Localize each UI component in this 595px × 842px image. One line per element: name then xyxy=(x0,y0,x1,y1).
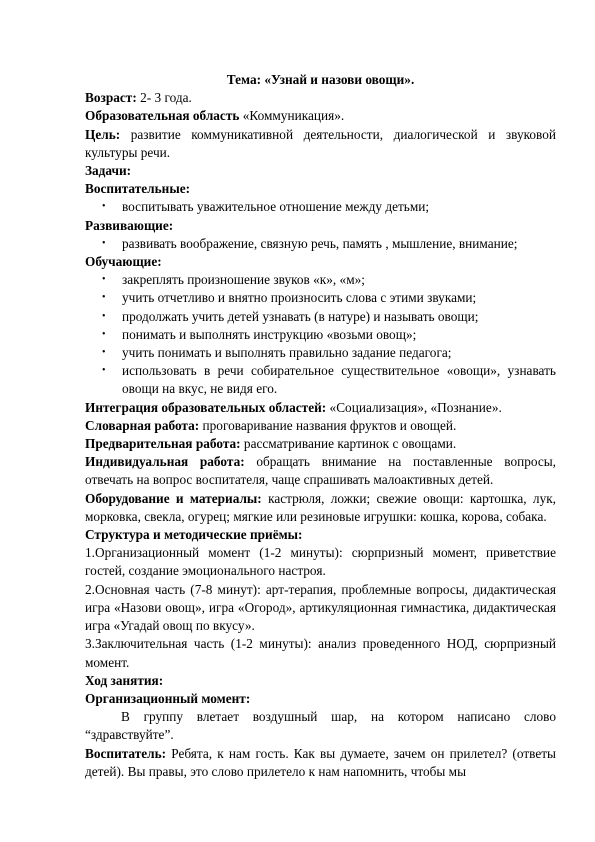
org-heading: Организационный момент: xyxy=(85,690,251,706)
bullet-icon: • xyxy=(102,328,106,340)
individual-paragraph: Индивидуальная работа: обращать внимание на поставленные вопросы, отвечать на вопрос воспитателя, чаще спрашивать малоактивных детей. xyxy=(85,454,556,488)
tasks-heading: Задачи: xyxy=(85,163,132,179)
goal-label: Цель: xyxy=(85,126,121,142)
document-page xyxy=(85,71,556,781)
list-item: • учить отчетливо и внятно произносить слова с этими звуками; xyxy=(85,289,556,307)
area-line xyxy=(85,107,556,125)
list-item: • понимать и выполнять инструкцию «возьми овощ»; xyxy=(85,326,556,344)
goal-value: развитие коммуникативной деятельности, диалогической и звуковой культуры речи. xyxy=(85,126,556,160)
teacher-paragraph: Воспитатель: Ребята, к нам гость. Как вы думаете, зачем он прилетел? (ответы детей). Вы правы, это слово прилетело к нам напомнить, чтобы мы xyxy=(85,745,556,779)
bullet-icon: • xyxy=(102,292,106,304)
prelim-line: Предварительная работа: рассматривание картинок с овощами. xyxy=(85,436,457,452)
list-item: • воспитывать уважительное отношение между детьми; xyxy=(85,198,556,216)
bullet-icon: • xyxy=(102,201,106,213)
area-value: «Коммуникация». xyxy=(239,108,345,124)
area-label: Образовательная область xyxy=(85,108,240,124)
structure-heading: Структура и методические приёмы: xyxy=(85,527,303,543)
structure-item: 2.Основная часть (7-8 минут): арт-терапия, проблемные вопросы, дидактическая игра «Назови овощ», игра «Огород», артикуляционная гимнастика, дидактическая игра «Угадай овощ по вкусу». xyxy=(85,581,556,634)
bullet-icon: • xyxy=(102,365,106,377)
bullet-icon: • xyxy=(102,237,106,249)
educational-heading: Воспитательные: xyxy=(85,181,191,197)
list-item: • продолжать учить детей узнавать (в натуре) и называть овощи; xyxy=(85,308,556,326)
bullet-icon: • xyxy=(102,347,106,359)
developing-list xyxy=(85,235,556,253)
educational-list xyxy=(85,198,556,216)
bullet-icon: • xyxy=(102,274,106,286)
integration-line: Интеграция образовательных областей: «Социализация», «Познание». xyxy=(85,399,502,415)
teaching-list xyxy=(85,271,556,398)
structure-item: 3.Заключительная часть (1-2 минуты): анализ проведенного НОД, сюрпризный момент. xyxy=(85,636,556,670)
age-label: Возраст: xyxy=(85,90,137,106)
teaching-heading: Обучающие: xyxy=(85,254,162,270)
vocab-line: Словарная работа: проговаривание названия фруктов и овощей. xyxy=(85,417,457,433)
age-value: 2- 3 года. xyxy=(136,90,192,106)
list-item: • развивать воображение, связную речь, память , мышление, внимание; xyxy=(85,235,556,253)
equipment-paragraph: Оборудование и материалы: кастрюля, ложки; свежие овощи: картошка, лук, морковка, свекла, огурец; мягкие или резиновые игрушки: кошка, корова, собака. xyxy=(85,490,556,524)
list-item: • использовать в речи собирательное существительное «овощи», узнавать овощи на вкус, не видя его. xyxy=(102,363,556,397)
org-paragraph: В группу влетает воздушный шар, на котором написано слово “здравствуйте”. xyxy=(85,709,556,743)
structure-item: 1.Организационный момент (1-2 минуты): сюрпризный момент, приветствие гостей, создание эмоционального настроя. xyxy=(85,545,556,579)
goal-paragraph xyxy=(85,126,556,162)
course-heading: Ход занятия: xyxy=(85,672,164,688)
bullet-icon: • xyxy=(102,310,106,322)
list-item: • закреплять произношение звуков «к», «м»; xyxy=(85,271,556,289)
age-line xyxy=(85,89,556,107)
list-item: • учить понимать и выполнять правильно задание педагога; xyxy=(85,344,556,362)
developing-heading: Развивающие: xyxy=(85,217,174,233)
document-title: Тема: «Узнай и назови овощи». xyxy=(226,72,415,87)
